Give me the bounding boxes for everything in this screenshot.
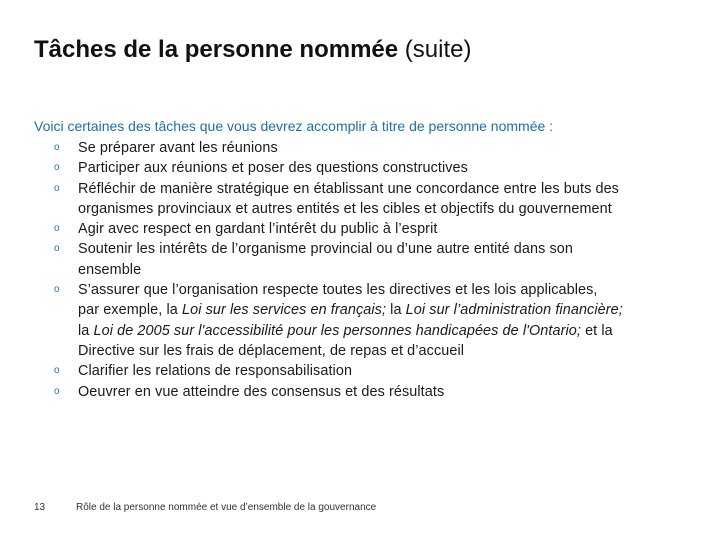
bullet-circle-icon: o: [54, 162, 60, 174]
task-line: Oeuvrer en vue atteindre des consensus et des résultats: [78, 383, 445, 400]
intro-text: Voici certaines des tâches que vous devrez accomplir à titre de personne nommée :: [34, 118, 554, 134]
bullet-circle-icon: o: [54, 284, 60, 296]
slide-title: [34, 32, 471, 68]
task-line: organismes provinciaux et autres entités et les cibles et objectifs du gouvernement: [78, 200, 612, 217]
slide-title-suffix: (suite): [404, 36, 472, 63]
slide-title-main: Tâches de la personne nommée: [34, 36, 399, 63]
task-item: [34, 382, 704, 402]
task-text: la: [386, 302, 406, 319]
task-text: la: [78, 322, 94, 339]
task-line: Se préparer avant les réunions: [78, 140, 278, 156]
task-text: et la: [580, 322, 613, 339]
task-line: Participer aux réunions et poser des questions constructives: [78, 160, 468, 177]
task-item: [34, 361, 704, 381]
task-line: Soutenir les intérêts de l’organisme provincial ou d’une autre entité dans son: [78, 241, 573, 258]
task-item: [34, 158, 704, 178]
bullet-circle-icon: o: [54, 182, 60, 194]
task-item: [34, 280, 704, 361]
bullet-circle-icon: o: [54, 365, 60, 377]
task-line: Clarifier les relations de responsabilisation: [78, 363, 353, 380]
task-item: [34, 239, 704, 280]
bullet-circle-icon: o: [54, 223, 60, 235]
page-number: 13: [34, 502, 46, 513]
bullet-circle-icon: o: [54, 385, 60, 397]
task-line: S’assurer que l’organisation respecte toutes les directives et les lois applicables,: [78, 282, 598, 299]
footer-text: Rôle de la personne nommée et vue d’ensemble de la gouvernance: [76, 502, 377, 513]
task-line: ensemble: [78, 261, 142, 278]
task-text: par exemple, la: [78, 302, 182, 319]
law-name: Loi sur les services en français;: [182, 302, 387, 319]
task-list: [34, 138, 704, 402]
task-line: Réfléchir de manière stratégique en établissant une concordance entre les buts des: [78, 180, 619, 197]
task-item: [34, 179, 704, 220]
task-item: [34, 138, 704, 158]
task-line: Agir avec respect en gardant l’intérêt du public à l’esprit: [78, 221, 438, 238]
law-name: Loi sur l’administration financière;: [405, 302, 623, 319]
task-text: Directive sur les frais de déplacement, de repas et d’accueil: [78, 342, 465, 359]
task-item: [34, 219, 704, 239]
bullet-circle-icon: o: [54, 142, 60, 153]
law-name: Loi de 2005 sur l'accessibilité pour les personnes handicapées de l'Ontario;: [93, 322, 581, 339]
bullet-circle-icon: o: [54, 243, 60, 255]
